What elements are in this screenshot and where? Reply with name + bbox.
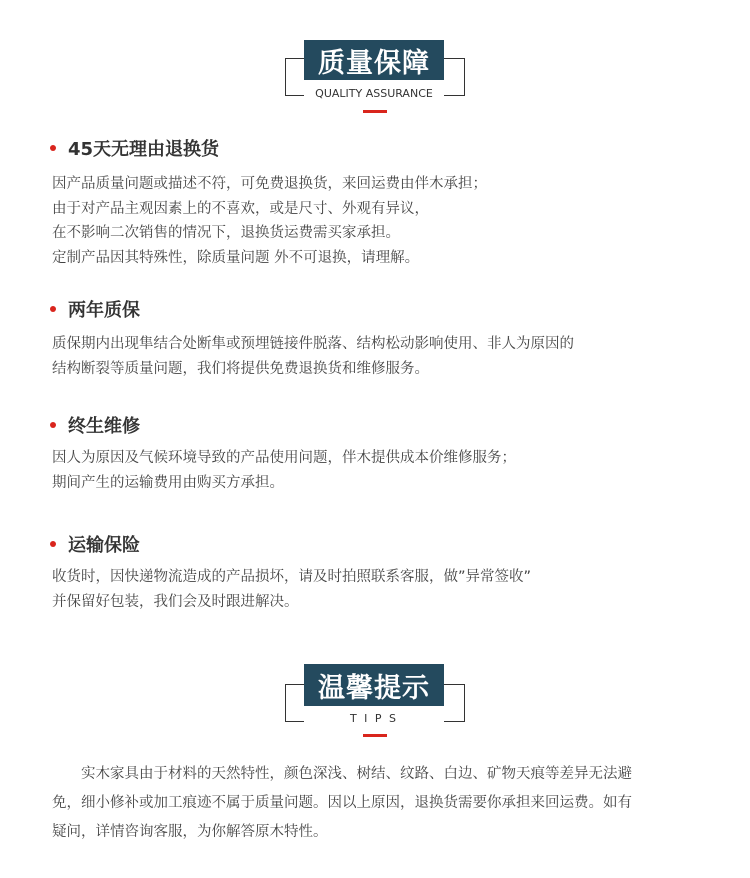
body-line: 收货时，因快递物流造成的产品损坏，请及时拍照联系客服，做”异常签收”: [52, 569, 532, 585]
section-heading-title: 质量保障: [304, 40, 444, 80]
heading-red-underline: [363, 734, 387, 737]
body-line: 疑问，详情咨询客服，为你解答原木特性。: [52, 824, 328, 840]
body-line: 因人为原因及气候环境导致的产品使用问题，伴木提供成本价维修服务；: [52, 450, 516, 466]
bracket-left-decoration: [285, 58, 305, 96]
body-line: 由于对产品主观因素上的不喜欢，或是尺寸、外观有异议，: [52, 200, 429, 217]
section-title-text: 两年质保: [68, 300, 140, 321]
bracket-left-decoration: [285, 684, 305, 722]
body-line: 因产品质量问题或描述不符，可免费退换货，来回运费由伴木承担；: [52, 176, 487, 192]
section-title-text: 终生维修: [68, 416, 140, 437]
section-title-return: [50, 135, 219, 161]
body-line: 免，细小修补或加工痕迹不属于质量问题。因以上原因，退换货需要你承担来回运费。如有: [52, 795, 632, 811]
body-line: 并保留好包装，我们会及时跟进解决。: [52, 593, 299, 610]
section-title-shipping-insurance: [50, 531, 140, 557]
body-line: 实木家具由于材料的天然特性，颜色深浅、树结、纹路、白边、矿物天痕等差异无法避: [52, 766, 632, 782]
section-body-return: [52, 172, 712, 270]
section-title-warranty: [50, 296, 140, 322]
bullet-dot-icon: [50, 541, 56, 547]
bullet-dot-icon: [50, 306, 56, 312]
heading-red-underline: [363, 110, 387, 113]
body-line: 定制产品因其特殊性，除质量问题 外不可退换，请理解。: [52, 249, 420, 266]
section-title-text: 45天无理由退换货: [68, 139, 220, 160]
section-heading-title: 温馨提示: [304, 664, 444, 706]
bracket-right-decoration: [444, 58, 465, 96]
quality-assurance-header: [0, 36, 750, 126]
body-line: 期间产生的运输费用由购买方承担。: [52, 474, 284, 491]
section-body-shipping-insurance: [52, 565, 712, 614]
section-body-warranty: [52, 332, 712, 381]
body-line: 在不影响二次销售的情况下，退换货运费需买家承担。: [52, 225, 400, 241]
body-line: 质保期内出现隼结合处断隼或预埋链接件脱落、结构松动影响使用、非人为原因的: [52, 336, 574, 352]
bracket-right-decoration: [444, 684, 465, 722]
body-line: 结构断裂等质量问题，我们将提供免费退换货和维修服务。: [52, 360, 429, 377]
section-title-text: 运输保险: [68, 535, 140, 556]
tips-header: [0, 660, 750, 750]
section-heading-subtitle: QUALITY ASSURANCE: [304, 87, 444, 101]
section-body-lifetime-repair: [52, 446, 712, 495]
section-title-lifetime-repair: [50, 412, 140, 438]
bullet-dot-icon: [50, 145, 56, 151]
bullet-dot-icon: [50, 422, 56, 428]
tips-body: [52, 760, 702, 847]
section-heading-subtitle: T I P S: [304, 712, 444, 726]
